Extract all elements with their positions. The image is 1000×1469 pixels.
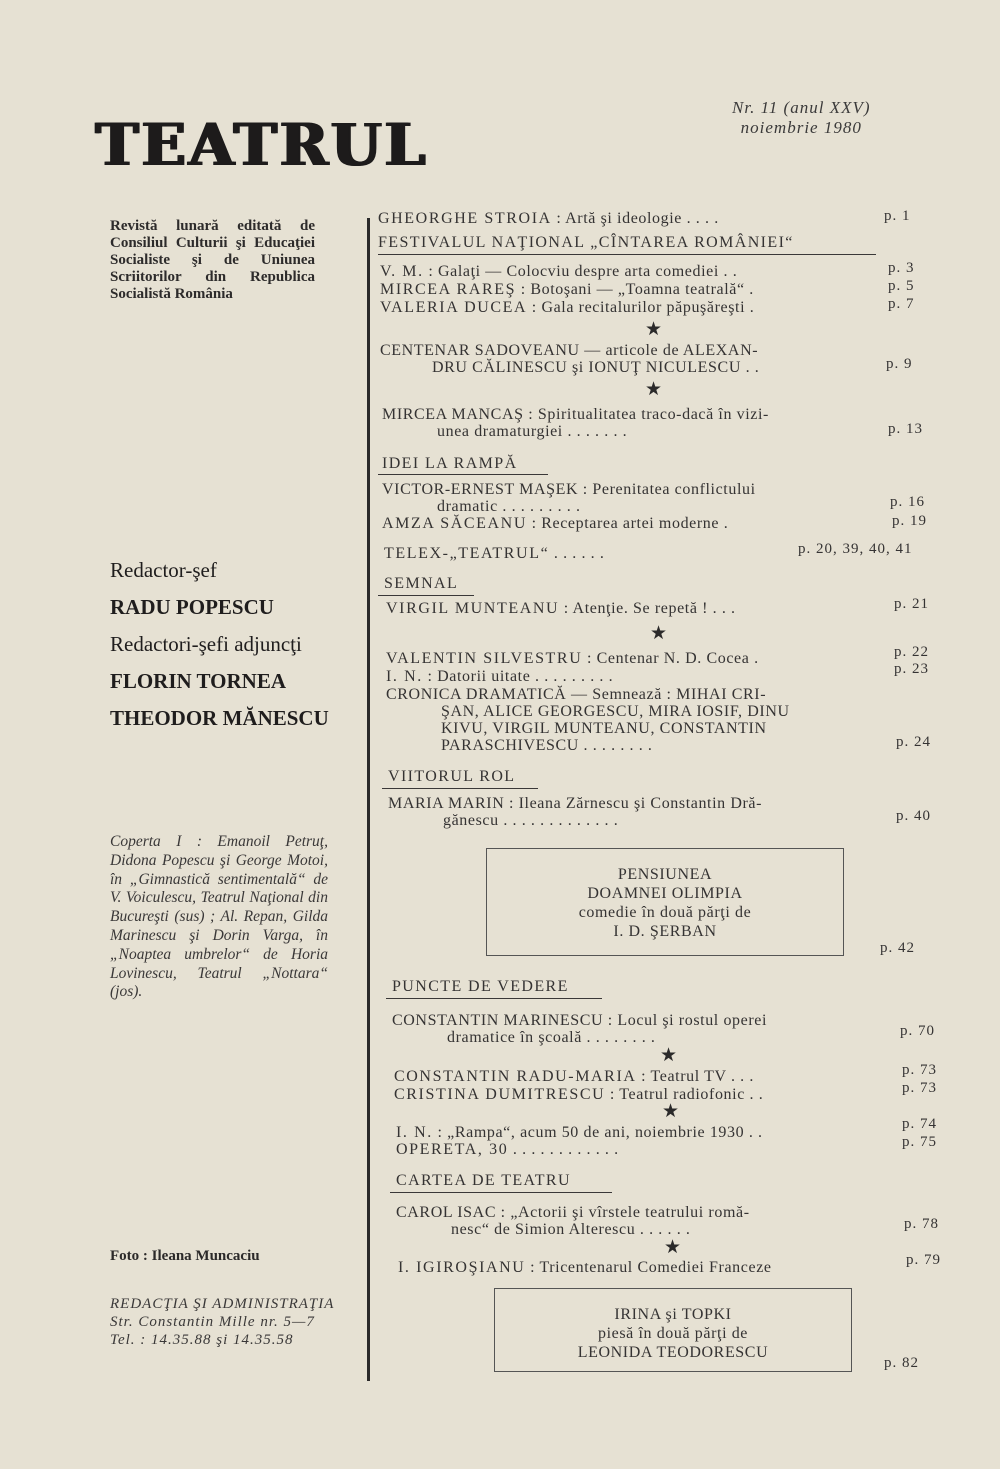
- page-number: p. 82: [884, 1355, 919, 1371]
- page-number: p. 19: [892, 513, 927, 529]
- masthead-title: TEATRUL: [95, 111, 428, 179]
- page-number: p. 24: [896, 734, 931, 750]
- section-rule: [378, 254, 876, 255]
- page-number: p. 16: [890, 494, 925, 510]
- page-number: p. 7: [888, 296, 915, 312]
- chief-editor-label: Redactor-şef: [110, 558, 217, 582]
- toc-entry[interactable]: MIRCEA RAREŞ : Botoşani — „Toamna teatrală“ .: [380, 281, 754, 298]
- page-number: p. 13: [888, 421, 923, 437]
- toc-entry[interactable]: MIRCEA MANCAŞ : Spiritualitatea traco-dacă în vizi- unea dramaturgiei . . . . . . .: [382, 406, 769, 440]
- page-number: p. 70: [900, 1023, 935, 1039]
- toc-entry[interactable]: CAROL ISAC : „Actorii şi vîrstele teatrului romă- nesc“ de Simion Alterescu . . . . . .: [396, 1204, 750, 1238]
- page-number: p. 78: [904, 1216, 939, 1232]
- toc-entry[interactable]: CRONICA DRAMATICĂ — Semnează : MIHAI CRI- ŞAN, ALICE GEORGESCU, MIRA IOSIF, DINU KIVU, VIRGIL MUNTEANU, CONSTANTIN PARASCHIVESCU . . . . . . . .: [386, 686, 790, 754]
- play-box[interactable]: PENSIUNEA DOAMNEI OLIMPIA comedie în două părţi de I. D. ŞERBAN: [486, 848, 844, 956]
- toc-entry[interactable]: VICTOR-ERNEST MAŞEK : Perenitatea conflictului dramatic . . . . . . . . .: [382, 481, 756, 515]
- toc-entry[interactable]: I. N. : „Rampa“, acum 50 de ani, noiembrie 1930 . .: [396, 1124, 763, 1141]
- publisher-note: Revistă lunară editată de Consiliul Culturii şi Educaţiei Socialiste şi de Uniunea Scriitorilor din Republica Socialistă România: [110, 218, 315, 302]
- page-number: p. 73: [902, 1080, 937, 1096]
- issue-number: Nr. 11 (anul XXV): [732, 98, 871, 117]
- play-box[interactable]: IRINA şi TOPKI piesă în două părţi de LEONIDA TEODORESCU: [494, 1288, 852, 1372]
- deputy-editors-label: Redactori-şefi adjuncţi: [110, 632, 302, 656]
- page-number: p. 40: [896, 808, 931, 824]
- cover-caption: Coperta I : Emanoil Petruţ, Didona Popescu şi George Motoi, în „Gimnastică sentimentală“ de V. Voiculescu, Teatrul Naţional din Bucureşti (sus) ; Al. Repan, Gilda Marinescu şi Dorin Varga, în „Noaptea umbrelor“ de Horia Lovinescu, Teatrul „Nottara“ (jos).: [110, 833, 328, 1001]
- page-number: p. 42: [880, 940, 915, 956]
- chief-editor-name: RADU POPESCU: [110, 595, 274, 619]
- star-icon: ★: [645, 319, 663, 340]
- deputy-editor-1: FLORIN TORNEA: [110, 669, 287, 693]
- toc-entry[interactable]: CRISTINA DUMITRESCU : Teatrul radiofonic . .: [394, 1086, 764, 1103]
- toc-entry[interactable]: VALERIA DUCEA : Gala recitalurilor păpuşăreşti .: [380, 299, 755, 316]
- toc-entry[interactable]: I. N. : Datorii uitate . . . . . . . . .: [386, 668, 614, 685]
- page-number: p. 75: [902, 1134, 937, 1150]
- page-number: p. 1: [884, 208, 911, 224]
- page-number: p. 79: [906, 1252, 941, 1268]
- toc-entry[interactable]: MARIA MARIN : Ileana Zărnescu şi Constantin Dră- gănescu . . . . . . . . . . . . .: [388, 795, 763, 829]
- toc-entry[interactable]: I. IGIROŞIANU : Tricentenarul Comediei Franceze: [398, 1259, 772, 1276]
- star-icon: ★: [662, 1101, 680, 1122]
- page-number: p. 21: [894, 596, 929, 612]
- toc-entry[interactable]: AMZA SĂCEANU : Receptarea artei moderne .: [382, 515, 729, 532]
- page-number: p. 20, 39, 40, 41: [798, 541, 913, 557]
- page-number: p. 74: [902, 1116, 937, 1132]
- page-number: p. 22: [894, 644, 929, 660]
- page-number: p. 9: [886, 356, 913, 372]
- toc-entry[interactable]: VIRGIL MUNTEANU : Atenţie. Se repetă ! . . .: [386, 600, 736, 617]
- section-heading: VIITORUL ROL: [388, 768, 516, 785]
- section-rule: [390, 1192, 612, 1193]
- star-icon: ★: [645, 379, 663, 400]
- section-heading: IDEI LA RAMPĂ: [382, 455, 518, 472]
- page-number: p. 23: [894, 661, 929, 677]
- toc-entry[interactable]: V. M. : Galaţi — Colocviu despre arta comediei . .: [380, 263, 738, 280]
- address-line-3: Tel. : 14.35.88 şi 14.35.58: [110, 1332, 294, 1348]
- toc-entry[interactable]: OPERETA, 30 . . . . . . . . . . . .: [396, 1141, 619, 1158]
- section-rule: [378, 595, 474, 596]
- section-heading: SEMNAL: [384, 575, 459, 592]
- page-number: p. 3: [888, 260, 915, 276]
- toc-entry[interactable]: GHEORGHE STROIA : Artă şi ideologie . . . .: [378, 210, 719, 227]
- section-rule: [386, 998, 602, 999]
- toc-entry[interactable]: VALENTIN SILVESTRU : Centenar N. D. Cocea .: [386, 650, 759, 667]
- section-heading: PUNCTE DE VEDERE: [392, 978, 569, 995]
- toc-entry[interactable]: CONSTANTIN RADU-MARIA : Teatrul TV . . .: [394, 1068, 754, 1085]
- star-icon: ★: [660, 1045, 678, 1066]
- section-heading: CARTEA DE TEATRU: [396, 1172, 571, 1189]
- star-icon: ★: [664, 1237, 682, 1258]
- section-rule: [378, 474, 548, 475]
- toc-entry[interactable]: TELEX-„TEATRUL“ . . . . . .: [384, 545, 605, 562]
- toc-entry[interactable]: CONSTANTIN MARINESCU : Locul şi rostul operei dramatice în şcoală . . . . . . . .: [392, 1012, 768, 1046]
- issue-date: noiembrie 1980: [740, 118, 862, 137]
- page-number: p. 5: [888, 278, 915, 294]
- address-line-2: Str. Constantin Mille nr. 5—7: [110, 1314, 315, 1330]
- photo-credit: Foto : Ileana Muncaciu: [110, 1248, 260, 1264]
- section-rule: [382, 788, 538, 789]
- deputy-editor-2: THEODOR MĂNESCU: [110, 706, 329, 730]
- toc-entry[interactable]: CENTENAR SADOVEANU — articole de ALEXAN- DRU CĂLINESCU şi IONUŢ NICULESCU . .: [380, 342, 760, 376]
- address-line-1: REDACŢIA ŞI ADMINISTRAŢIA: [110, 1296, 335, 1312]
- section-heading: FESTIVALUL NAŢIONAL „CÎNTAREA ROMÂNIEI“: [378, 234, 794, 251]
- page-number: p. 73: [902, 1062, 937, 1078]
- star-icon: ★: [650, 623, 668, 644]
